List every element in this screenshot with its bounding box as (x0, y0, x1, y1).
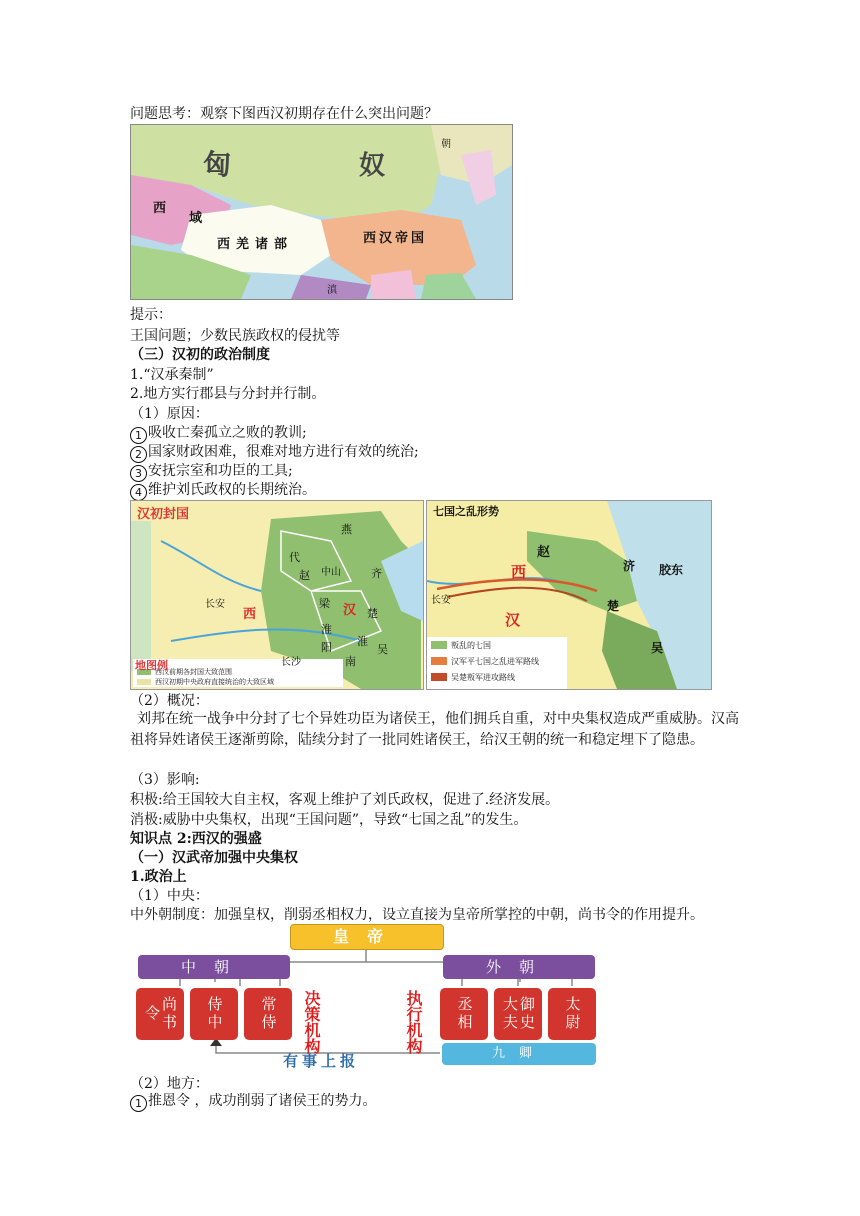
post-box: 御史大夫 (494, 988, 542, 1040)
local-item: 1 推恩令 ，成功削弱了诸侯王的势力。 (130, 1092, 376, 1112)
map2-state: 淮 (321, 623, 332, 636)
map3-label: 楚 (607, 599, 620, 613)
hint-text: 王国问题；少数民族政权的侵扰等 (130, 328, 340, 344)
impact-positive: 积极:给王国较大自主权，客观上维护了刘氏政权，促进了.经济发展。 (130, 792, 560, 808)
post-box: 侍中 (190, 988, 238, 1040)
emperor-box: 皇帝 (290, 924, 444, 950)
section-title: （三）汉初的政治制度 (130, 347, 270, 363)
post-box: 太尉 (548, 988, 596, 1040)
map2-capital: 长安 (205, 599, 225, 610)
map2-state: 燕 (341, 523, 352, 536)
inner-court-box: 中朝 (138, 955, 290, 979)
map2-han: 汉 (343, 603, 357, 618)
map2-state: 梁 (319, 597, 330, 610)
impact-label: （3）影响: (130, 772, 200, 788)
reason-item: 1 吸收亡秦孤立之败的教训; (130, 424, 307, 444)
reason-item: 4 维护刘氏政权的长期统治。 (130, 481, 316, 501)
map1-label: 域 (189, 211, 203, 226)
report-label: 有事上报 (283, 1052, 360, 1070)
map2-state: 代 (289, 551, 300, 564)
knowledge-point-title: 知识点 2:西汉的强盛 (130, 831, 262, 847)
map3-label: 赵 (537, 545, 551, 560)
post-box: 常侍 (244, 988, 292, 1040)
local-label: （2）地方： (130, 1076, 209, 1092)
map2-state: 淮 (357, 635, 368, 648)
map2-state: 赵 (299, 569, 310, 582)
central-text: 中外朝制度：加强皇权，削弱丞相权力，设立直接为皇帝所掌控的中朝，尚书令的作用提升。 (130, 907, 704, 923)
post-box: 尚书令 (136, 988, 184, 1040)
execution-label: 执行机构 (404, 990, 423, 1054)
central-label: （1）中央： (130, 888, 209, 904)
map3-label: 吴 (651, 641, 664, 655)
hint-label: 提示： (130, 307, 172, 323)
nine-ministers-box: 九卿 (442, 1043, 596, 1065)
impact-negative: 消极:威胁中央集权，出现“王国问题”，导致“七国之乱”的发生。 (130, 812, 528, 828)
map1-label: 西汉帝国 (363, 231, 428, 246)
map1-label: 朝 (441, 139, 451, 150)
map3-label: 济 (623, 559, 636, 573)
map3-label: 长安 (431, 595, 451, 606)
map2-state: 南 (345, 655, 356, 668)
item-1: 1.“汉承秦制” (130, 367, 214, 383)
map2-state: 长沙 (281, 657, 301, 668)
section-title: （一）汉武帝加强中央集权 (130, 850, 298, 866)
map2-state: 齐 (371, 567, 382, 580)
map1-label: 滇 (327, 285, 337, 296)
post-box: 丞相 (440, 988, 488, 1040)
map2-state: 中山 (321, 567, 341, 578)
outer-court-box: 外朝 (443, 955, 595, 979)
reason-item: 2 国家财政困难，很难对地方进行有效的统治; (130, 443, 419, 463)
map3-legend-item: 汉军平七国之乱进军路线 (451, 657, 539, 666)
map2-legend-item: 西汉前期各封国大致范围 (155, 668, 232, 676)
map1-label: 奴 (359, 151, 386, 181)
map3-legend-item: 吴楚叛军进攻路线 (451, 673, 515, 682)
map3-label: 汉 (505, 611, 521, 629)
question-title: 问题思考：观察下图西汉初期存在什么突出问题？ (130, 106, 438, 122)
map2-state: 楚 (367, 607, 378, 620)
decision-label: 决策机构 (302, 990, 321, 1054)
map2-han: 西 (243, 607, 257, 622)
reason-item: 3 安抚宗室和功臣的工具; (130, 462, 293, 482)
map3-legend-item: 叛乱的七国 (451, 641, 491, 650)
map2-legend-item: 西汉初期中央政府直接统治的大致区域 (155, 678, 274, 686)
reason-label: （1）原因： (130, 406, 209, 422)
map1-label: 匈 (203, 148, 232, 181)
map3-title: 七国之乱形势 (433, 505, 499, 518)
general-label: （2）概况： (130, 693, 209, 709)
map2-state: 吴 (377, 643, 388, 656)
item-2: 2.地方实行郡县与分封并行制。 (130, 386, 326, 402)
general-text: 刘邦在统一战争中分封了七个异姓功臣为诸侯王，他们拥兵自重，对中央集权造成严重威胁。汉高祖将异姓诸侯王逐渐剪除，陆续分封了一批同姓诸侯王，给汉王朝的统一和稳定埋下了隐患。 (130, 711, 739, 748)
map1-label: 西羌诸部 (217, 237, 294, 252)
map1-label: 西 (153, 201, 167, 216)
map3-label: 西 (511, 563, 527, 581)
subsection-title: 1.政治上 (130, 869, 187, 885)
map2-legend-title: 地图例 (135, 659, 168, 672)
map3-label: 胶东 (659, 563, 684, 577)
map2-title: 汉初封国 (137, 507, 190, 522)
map2-state: 阳 (321, 641, 332, 654)
